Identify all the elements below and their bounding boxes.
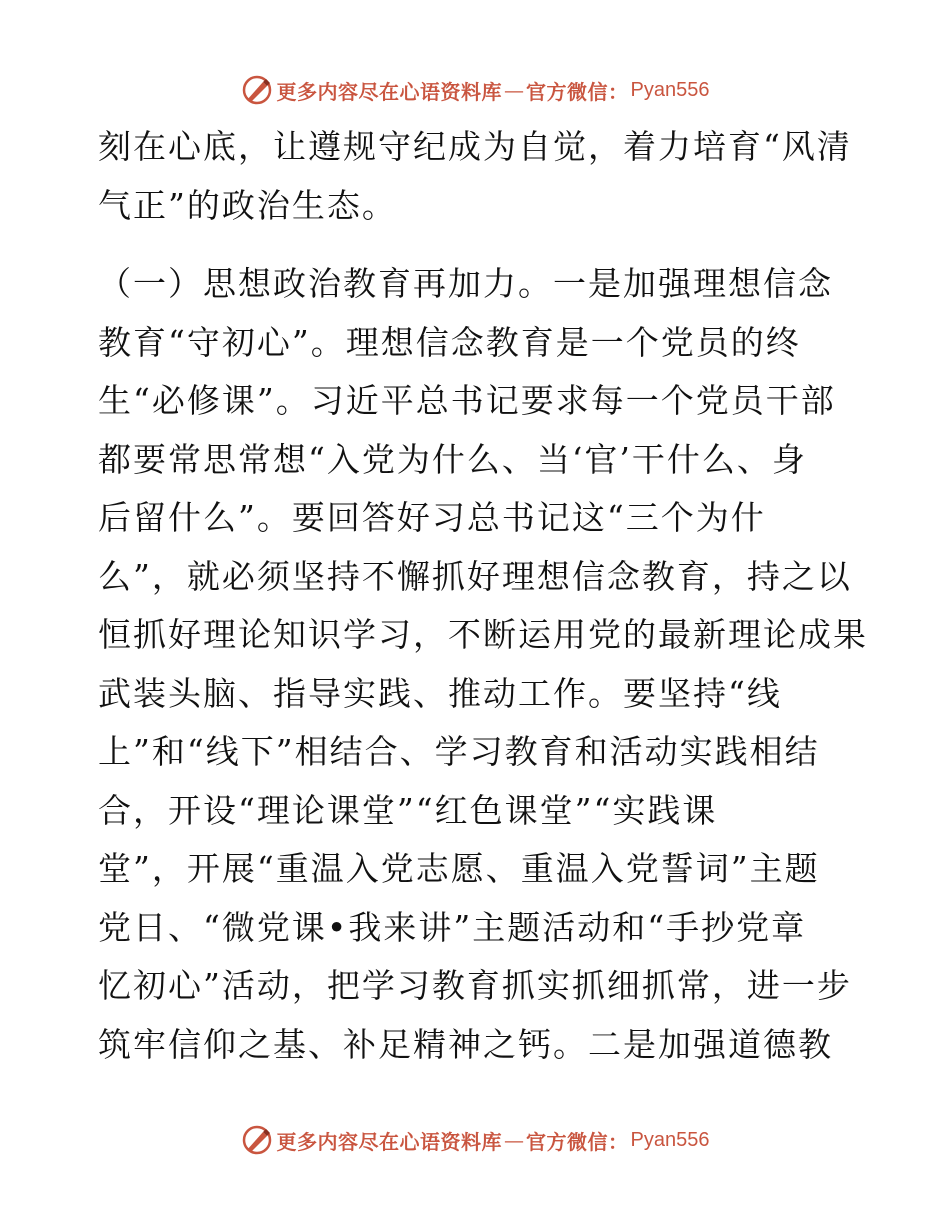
paragraph-1 bbox=[98, 118, 858, 235]
text-line: 党日、“微党课•我来讲”主题活动和“手抄党章 bbox=[98, 907, 807, 947]
text-line: （一）思想政治教育再加力。一是加强理想信念 bbox=[98, 264, 833, 303]
document-body bbox=[98, 118, 868, 1074]
watermark-text: 更多内容尽在心语资料库 bbox=[276, 79, 503, 104]
text-line: 筑牢信仰之基、补足精神之钙。二是加强道德教 bbox=[98, 1024, 833, 1064]
text-line: 后留什么”。要回答好习总书记这“三个为什 bbox=[98, 498, 766, 537]
pen-logo-icon bbox=[241, 74, 273, 106]
footer-watermark bbox=[0, 1122, 950, 1158]
pen-logo-icon bbox=[241, 1124, 273, 1156]
text-line: 忆初心”活动，把学习教育抓实抓细抓常，进一步 bbox=[98, 966, 852, 1005]
watermark-id: Pyan556 bbox=[630, 1128, 710, 1151]
text-line: 武装头脑、指导实践、推动工作。要坚持“线 bbox=[98, 673, 782, 713]
text-line: 教育“守初心”。理想信念教育是一个党员的终 bbox=[98, 322, 801, 362]
watermark-id: Pyan556 bbox=[630, 78, 710, 101]
text-line: 堂”，开展“重温入党志愿、重温入党誓词”主题 bbox=[98, 849, 820, 888]
watermark-label: 官方微信： bbox=[526, 79, 629, 104]
text-line: 合，开设“理论课堂”“红色课堂”“实践课 bbox=[98, 790, 718, 830]
text-line: 气正”的政治生态。 bbox=[98, 185, 397, 225]
text-line: 都要常思常想“入党为什么、当‘官’干什么、身 bbox=[98, 439, 807, 479]
text-line: 上”和“线下”相结合、学习教育和活动实践相结 bbox=[98, 732, 820, 771]
paragraph-2 bbox=[98, 255, 868, 1074]
header-watermark bbox=[0, 72, 950, 108]
text-line: 恒抓好理论知识学习，不断运用党的最新理论成果 bbox=[98, 615, 868, 654]
watermark-dash: — bbox=[504, 1128, 525, 1152]
text-line: 么”，就必须坚持不懈抓好理想信念教育，持之以 bbox=[98, 556, 852, 596]
watermark-dash: — bbox=[504, 78, 525, 102]
text-line: 生“必修课”。习近平总书记要求每一个党员干部 bbox=[98, 381, 836, 420]
text-line: 刻在心底，让遵规守纪成为自觉，着力培育“风清 bbox=[98, 127, 852, 166]
watermark-label: 官方微信： bbox=[526, 1129, 629, 1154]
watermark-text: 更多内容尽在心语资料库 bbox=[276, 1129, 503, 1154]
